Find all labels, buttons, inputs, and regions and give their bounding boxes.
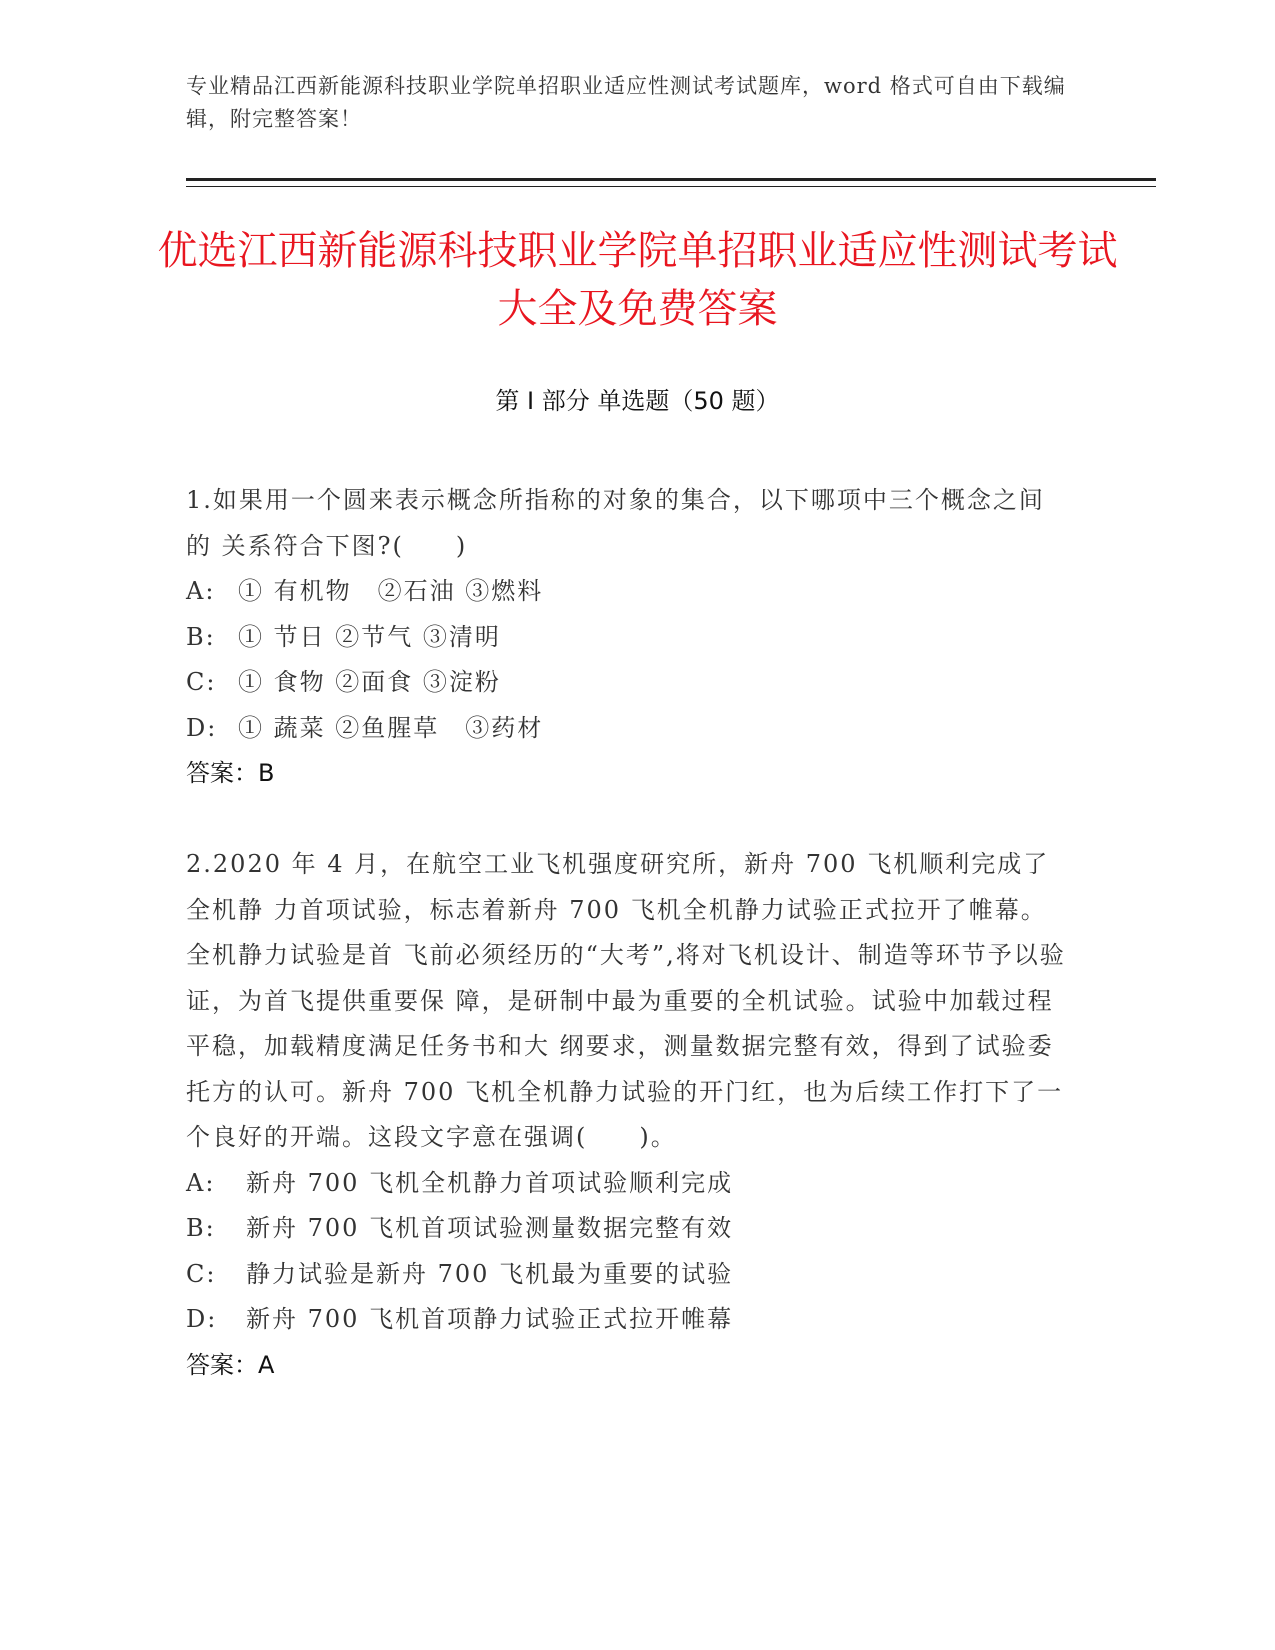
option-text: ① 蔬菜 ②鱼腥草 ③药材: [238, 713, 544, 742]
answer-line: 答案：A: [186, 1350, 275, 1379]
option-text: 新舟 700 飞机首项试验测量数据完整有效: [246, 1214, 734, 1242]
option-key: D:: [186, 713, 218, 742]
header-note: 专业精品江西新能源科技职业学院单招职业适应性测试考试题库，word 格式可自由下载编辑，附完整答案！: [186, 74, 1066, 131]
option-text: ① 有机物 ②石油 ③燃料: [238, 577, 544, 605]
option-c: [186, 660, 1066, 706]
question-stem: 2.2020 年 4 月，在航空工业飞机强度研究所，新舟 700 飞机顺利完成了全机静 力首项试验，标志着新舟 700 飞机全机静力试验正式拉开了帷幕。全机静力试验是首 飞前必须经历的“大考”,将对飞机设计、制造等环节予以验证，为首飞提供重要保 障，是研制中最为重要的全机试验。试验中加载过程平稳，加载精度满足任务书和大 纲要求，测量数据完整有效，得到了试验委托方的认可。新舟 700 飞机全机静力试验的开门红，也为后续工作打下了一个良好的开端。这段文字意在强调( )。: [186, 850, 1066, 1151]
option-key: A:: [186, 1168, 216, 1197]
option-key: B:: [186, 622, 216, 651]
section-heading: 第 I 部分 单选题（50 题）: [495, 387, 780, 415]
header-rule-thick: [186, 178, 1156, 181]
option-key: C:: [186, 668, 217, 696]
header-rule-thin: [186, 186, 1156, 187]
option-key: D:: [186, 1305, 218, 1333]
document-title: 优选江西新能源科技职业学院单招职业适应性测试考试大全及免费答案: [157, 228, 1118, 332]
option-a: [186, 569, 1066, 615]
option-text: 新舟 700 飞机全机静力首项试验顺利完成: [246, 1168, 734, 1197]
option-text: ① 食物 ②面食 ③淀粉: [238, 668, 501, 696]
question-stem: 1.如果用一个圆来表示概念所指称的对象的集合，以下哪项中三个概念之间的 关系符合下图?( ): [186, 486, 1045, 560]
option-key: C:: [186, 1259, 217, 1288]
option-d: [186, 1297, 1066, 1343]
option-key: A:: [186, 577, 216, 605]
option-a: [186, 1161, 1066, 1207]
option-d: [186, 706, 1066, 752]
option-c: [186, 1252, 1066, 1298]
option-text: 新舟 700 飞机首项静力试验正式拉开帷幕: [246, 1305, 734, 1333]
option-text: 静力试验是新舟 700 飞机最为重要的试验: [246, 1259, 734, 1288]
option-b: [186, 615, 1066, 661]
question-1: [186, 478, 1066, 797]
question-2: [186, 842, 1066, 1388]
option-text: ① 节日 ②节气 ③清明: [238, 622, 501, 651]
answer-line: 答案：B: [186, 759, 275, 787]
option-b: [186, 1206, 1066, 1252]
option-key: B:: [186, 1214, 216, 1242]
